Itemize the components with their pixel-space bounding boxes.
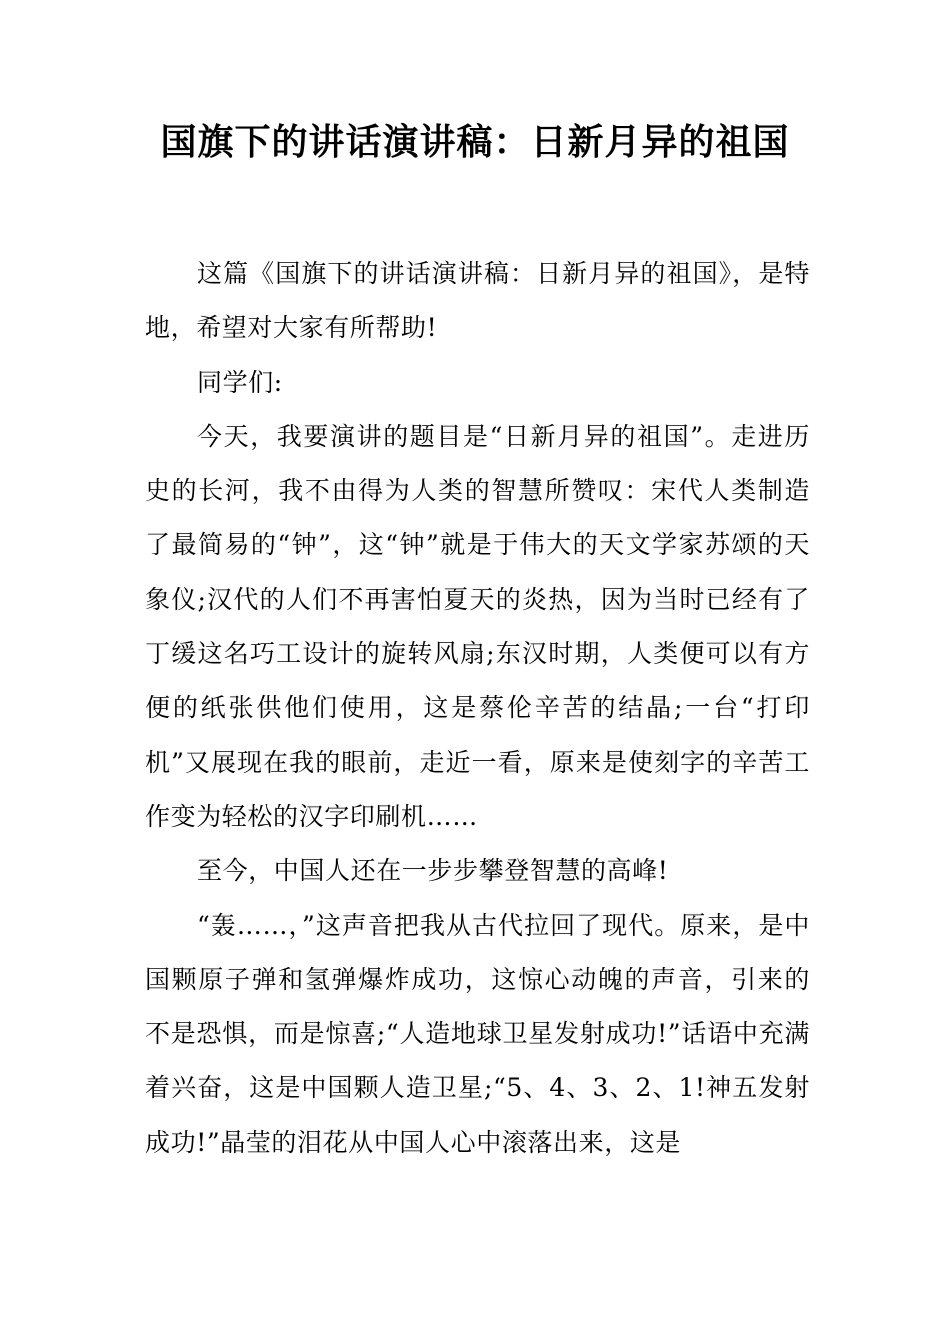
paragraph-greeting: 同学们: <box>197 367 283 397</box>
paragraph-modern: “轰……，”这声音把我从古代拉回了现代。原来，是中国颗原子弹和氢弹爆炸成功，这惊心动魄的声音，引来的不是恐惧，而是惊喜;“人造地球卫星发射成功!”话语中充满着兴奋，这是中国颗人造卫星;“5、4、3、2、1!神五发射成功!”晶莹的泪花从中国人心中滚落出来，这是 <box>145 910 810 1157</box>
paragraph-intro: 这篇《国旗下的讲话演讲稿：日新月异的祖国》，是特地，希望对大家有所帮助! <box>145 259 810 343</box>
paragraph-wisdom: 至今，中国人还在一步步攀登智慧的高峰! <box>197 856 669 886</box>
paragraph-history: 今天，我要演讲的题目是“日新月异的祖国”。走进历史的长河，我不由得为人类的智慧所赞叹：宋代人类制造了最简易的“钟”，这“钟”就是于伟大的天文学家苏颂的天象仪;汉代的人们不再害怕夏天的炎热，因为当时已经有了丁缓这名巧工设计的旋转风扇;东汉时期，人类便可以有方便的纸张供他们使用，这是蔡伦辛苦的结晶;一台“打印机”又展现在我的眼前，走近一看，原来是使刻字的辛苦工作变为轻松的汉字印刷机…… <box>145 421 810 831</box>
document-body <box>145 247 810 1170</box>
document-title: 国旗下的讲话演讲稿：日新月异的祖国 <box>160 122 790 163</box>
